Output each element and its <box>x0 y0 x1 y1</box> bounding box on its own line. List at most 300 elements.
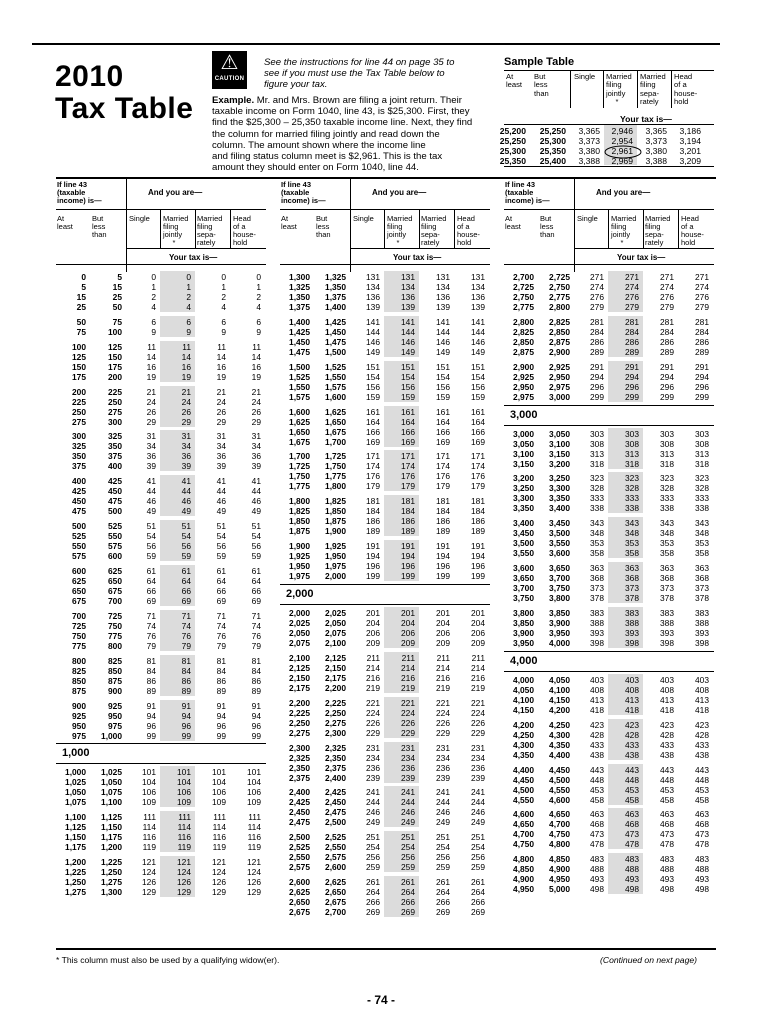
table-cell: 36 <box>181 451 191 462</box>
table-cell: 129 <box>212 887 226 898</box>
table-cell: 61 <box>181 565 191 576</box>
table-cell: 161 <box>401 406 415 417</box>
table-cell: 1,000 <box>101 730 122 741</box>
table-cell: 4,250 <box>513 729 534 740</box>
table-cell: 775 <box>108 630 122 641</box>
header-divider <box>56 209 266 210</box>
sample-cell: 25,250 <box>539 126 566 136</box>
table-cell: 1,975 <box>289 571 310 582</box>
table-cell: 234 <box>436 752 450 763</box>
table-cell: 231 <box>366 742 380 753</box>
table-cell: 264 <box>436 887 450 898</box>
table-cell: 114 <box>247 822 261 833</box>
table-cell: 363 <box>660 563 674 574</box>
table-cell: 1,075 <box>101 787 122 798</box>
table-cell: 9 <box>186 326 191 337</box>
table-cell: 358 <box>590 548 604 559</box>
table-cell: 121 <box>177 857 191 868</box>
table-cell: 146 <box>401 336 415 347</box>
table-cell: 56 <box>216 541 226 552</box>
table-cell: 448 <box>590 774 604 785</box>
table-cell: 3,600 <box>549 548 570 559</box>
table-cell: 66 <box>216 585 226 596</box>
table-cell: 400 <box>72 476 86 487</box>
table-cell: 234 <box>471 752 485 763</box>
table-cell: 111 <box>248 812 261 823</box>
table-cell: 79 <box>181 640 191 651</box>
if-line-header: If line 43 <box>505 180 536 189</box>
table-cell: 24 <box>146 396 156 407</box>
table-cell: 900 <box>108 685 122 696</box>
sample-cell: 25,250 <box>499 136 526 146</box>
table-cell: 176 <box>436 471 450 482</box>
sample-header-text: least <box>506 80 523 90</box>
head-of-household-header: of a <box>233 222 246 231</box>
table-cell: 2,000 <box>289 607 310 618</box>
table-cell: 36 <box>251 451 261 462</box>
table-cell: 1,225 <box>65 867 86 878</box>
table-cell: 2,425 <box>325 787 346 798</box>
table-cell: 129 <box>247 887 261 898</box>
table-cell: 338 <box>660 503 674 514</box>
table-cell: 1,700 <box>289 451 310 462</box>
table-cell: 338 <box>625 503 639 514</box>
table-cell: 44 <box>146 486 156 497</box>
table-cell: 2,875 <box>513 346 534 357</box>
table-cell: 1,325 <box>325 272 346 282</box>
table-cell: 241 <box>436 787 450 798</box>
table-cell: 161 <box>436 406 450 417</box>
table-cell: 4,100 <box>513 694 534 705</box>
table-cell: 14 <box>216 351 226 362</box>
table-cell: 3,950 <box>513 637 534 648</box>
table-cell: 2,625 <box>289 887 310 898</box>
table-cell: 239 <box>471 772 485 783</box>
table-cell: 221 <box>401 697 415 708</box>
table-cell: 244 <box>436 797 450 808</box>
table-cell: 151 <box>471 361 485 372</box>
table-cell: 96 <box>216 720 226 731</box>
table-cell: 6 <box>221 316 226 327</box>
table-cell: 16 <box>251 361 261 372</box>
table-cell: 79 <box>146 640 156 651</box>
table-cell: 318 <box>695 458 709 469</box>
table-cell: 3,500 <box>513 538 534 549</box>
table-cell: 159 <box>401 391 415 402</box>
table-cell: 4,500 <box>513 784 534 795</box>
table-cell: 121 <box>247 857 261 868</box>
table-cell: 433 <box>695 739 709 750</box>
table-cell: 300 <box>108 416 122 427</box>
table-cell: 249 <box>366 817 380 828</box>
example-lead: Example. <box>212 95 255 106</box>
married-jointly-header: * <box>396 238 400 247</box>
married-jointly-header: jointly <box>163 230 183 239</box>
table-cell: 1,875 <box>325 516 346 527</box>
your-tax-header: Your tax is— <box>617 253 666 262</box>
table-cell: 206 <box>471 627 485 638</box>
table-cell: 1,450 <box>289 336 310 347</box>
table-cell: 2,375 <box>325 762 346 773</box>
table-cell: 1 <box>256 282 261 292</box>
table-cell: 463 <box>590 809 604 820</box>
table-cell: 99 <box>251 730 261 741</box>
table-cell: 216 <box>471 672 485 683</box>
table-cell: 54 <box>251 531 261 542</box>
table-cell: 196 <box>471 561 485 572</box>
table-cell: 413 <box>625 694 639 705</box>
table-cell: 448 <box>625 774 639 785</box>
table-cell: 71 <box>146 610 156 621</box>
table-cell: 483 <box>590 854 604 865</box>
table-cell: 5,000 <box>549 884 570 895</box>
table-cell: 303 <box>625 428 639 439</box>
table-cell: 343 <box>590 518 604 529</box>
if-line-header: income) is— <box>505 196 550 205</box>
married-separately-header: sepa- <box>421 230 440 239</box>
table-cell: 266 <box>366 897 380 908</box>
table-cell: 156 <box>366 381 380 392</box>
table-cell: 3,200 <box>549 458 570 469</box>
table-cell: 850 <box>108 665 122 676</box>
table-cell: 425 <box>108 476 122 487</box>
table-cell: 29 <box>251 416 261 427</box>
table-cell: 166 <box>401 426 415 437</box>
table-cell: 1,575 <box>325 381 346 392</box>
instruction-line: see if you must use the Tax Table below to <box>264 68 445 79</box>
table-cell: 184 <box>436 506 450 517</box>
table-cell: 154 <box>436 371 450 382</box>
table-cell: 1,150 <box>101 822 122 833</box>
table-cell: 3,550 <box>549 538 570 549</box>
table-cell: 750 <box>72 630 86 641</box>
table-cell: 19 <box>216 371 226 382</box>
table-cell: 525 <box>108 521 122 532</box>
table-cell: 94 <box>216 710 226 721</box>
table-cell: 1,550 <box>325 371 346 382</box>
table-cell: 3,100 <box>513 448 534 459</box>
table-cell: 1,475 <box>289 346 310 357</box>
table-cell: 159 <box>471 391 485 402</box>
table-cell: 525 <box>72 531 86 542</box>
table-cell: 51 <box>216 521 226 532</box>
table-cell: 453 <box>590 784 604 795</box>
table-cell: 89 <box>251 685 261 696</box>
table-cell: 675 <box>108 585 122 596</box>
table-cell: 493 <box>660 874 674 885</box>
table-cell: 274 <box>660 282 674 292</box>
table-cell: 2 <box>186 292 191 302</box>
table-cell: 41 <box>216 476 226 487</box>
table-cell: 256 <box>366 852 380 863</box>
table-cell: 1,325 <box>289 282 310 292</box>
table-cell: 181 <box>436 496 450 507</box>
table-cell: 800 <box>72 655 86 666</box>
table-cell: 216 <box>366 672 380 683</box>
table-cell: 2,225 <box>289 707 310 718</box>
table-cell: 26 <box>146 406 156 417</box>
table-cell: 2,675 <box>325 897 346 908</box>
table-cell: 2,350 <box>289 762 310 773</box>
sample-cell: 2,946 <box>611 126 633 136</box>
table-cell: 4 <box>151 302 156 312</box>
table-cell: 2,175 <box>325 672 346 683</box>
table-cell: 2,250 <box>289 717 310 728</box>
at-least-header: At <box>505 214 513 223</box>
married-separately-header: Married <box>421 214 447 223</box>
head-of-household-header: of a <box>457 222 470 231</box>
table-cell: 4,450 <box>549 764 570 775</box>
table-cell: 246 <box>436 807 450 818</box>
table-cell: 99 <box>216 730 226 741</box>
table-cell: 209 <box>471 637 485 648</box>
table-cell: 6 <box>186 316 191 327</box>
table-cell: 450 <box>72 496 86 507</box>
table-cell: 276 <box>590 292 604 302</box>
table-cell: 225 <box>72 396 86 407</box>
table-cell: 125 <box>108 341 122 352</box>
table-cell: 443 <box>625 764 639 775</box>
table-cell: 378 <box>590 593 604 604</box>
table-cell: 186 <box>436 516 450 527</box>
table-cell: 2,525 <box>325 832 346 843</box>
table-cell: 4,050 <box>513 684 534 695</box>
table-cell: 51 <box>146 521 156 532</box>
table-cell: 224 <box>471 707 485 718</box>
table-cell: 2,650 <box>325 887 346 898</box>
table-cell: 2,050 <box>289 627 310 638</box>
table-cell: 106 <box>142 787 156 798</box>
table-cell: 226 <box>366 717 380 728</box>
header-bottom-rule <box>280 264 490 265</box>
table-cell: 251 <box>436 832 450 843</box>
section-rule <box>56 763 266 764</box>
but-less-header: But <box>316 214 328 223</box>
table-cell: 154 <box>366 371 380 382</box>
table-cell: 169 <box>366 436 380 447</box>
table-cell: 1,550 <box>289 381 310 392</box>
table-cell: 418 <box>590 704 604 715</box>
table-cell: 231 <box>436 742 450 753</box>
table-cell: 1,600 <box>325 391 346 402</box>
table-cell: 438 <box>695 749 709 760</box>
table-cell: 44 <box>251 486 261 497</box>
table-cell: 124 <box>142 867 156 878</box>
table-cell: 129 <box>177 887 191 898</box>
table-cell: 463 <box>695 809 709 820</box>
table-cell: 0 <box>256 272 261 282</box>
table-cell: 244 <box>401 797 415 808</box>
sample-cell: 3,373 <box>645 136 667 146</box>
table-cell: 1,650 <box>325 416 346 427</box>
table-cell: 1,975 <box>325 561 346 572</box>
table-cell: 2,275 <box>325 717 346 728</box>
your-tax-header: Your tax is— <box>393 253 442 262</box>
table-cell: 650 <box>72 585 86 596</box>
table-cell: 2,075 <box>289 637 310 648</box>
table-cell: 3,200 <box>513 473 534 484</box>
table-cell: 11 <box>182 341 191 352</box>
table-cell: 4,550 <box>549 784 570 795</box>
table-cell: 64 <box>146 575 156 586</box>
table-cell: 191 <box>366 541 380 552</box>
table-cell: 229 <box>366 727 380 738</box>
table-cell: 71 <box>181 610 191 621</box>
table-cell: 4,800 <box>549 839 570 850</box>
table-cell: 136 <box>436 292 450 302</box>
table-cell: 378 <box>695 593 709 604</box>
table-cell: 438 <box>625 749 639 760</box>
married-separately-header: rately <box>421 238 440 247</box>
table-cell: 41 <box>181 476 191 487</box>
table-cell: 49 <box>216 506 226 517</box>
table-cell: 4,950 <box>549 874 570 885</box>
table-cell: 254 <box>366 842 380 853</box>
table-cell: 41 <box>251 476 261 487</box>
table-cell: 196 <box>436 561 450 572</box>
table-cell: 291 <box>660 361 674 372</box>
table-cell: 184 <box>401 506 415 517</box>
table-cell: 284 <box>625 326 639 337</box>
sample-cell: 2,961 <box>611 146 633 156</box>
table-cell: 600 <box>108 551 122 562</box>
table-cell: 66 <box>251 585 261 596</box>
table-cell: 478 <box>590 839 604 850</box>
table-cell: 19 <box>146 371 156 382</box>
table-cell: 219 <box>436 682 450 693</box>
table-cell: 4,550 <box>513 794 534 805</box>
at-least-header: least <box>505 222 521 231</box>
example-paragraph <box>212 95 482 173</box>
table-cell: 428 <box>590 729 604 740</box>
footnote: * This column must also be used by a qualifying widow(er). <box>56 955 280 965</box>
table-cell: 463 <box>660 809 674 820</box>
table-cell: 29 <box>146 416 156 427</box>
table-cell: 199 <box>471 571 485 582</box>
table-cell: 31 <box>216 431 226 442</box>
table-cell: 179 <box>401 481 415 492</box>
sample-cell: 3,365 <box>578 126 600 136</box>
married-separately-header: Married <box>197 214 223 223</box>
table-cell: 423 <box>590 719 604 730</box>
table-cell: 224 <box>401 707 415 718</box>
section-rule <box>504 651 714 652</box>
table-cell: 3,150 <box>549 448 570 459</box>
table-cell: 281 <box>590 316 604 327</box>
table-cell: 1,350 <box>289 292 310 302</box>
table-cell: 21 <box>216 386 226 397</box>
married-jointly-header: filing <box>387 222 403 231</box>
table-cell: 256 <box>436 852 450 863</box>
if-line-header: (taxable <box>57 188 86 197</box>
married-separately-header: Married <box>645 214 671 223</box>
table-cell: 104 <box>247 777 261 788</box>
table-cell: 425 <box>72 486 86 497</box>
section-rule <box>280 604 490 605</box>
table-cell: 468 <box>695 819 709 830</box>
table-cell: 131 <box>471 272 485 282</box>
table-cell: 478 <box>625 839 639 850</box>
but-less-header: than <box>92 230 107 239</box>
and-you-are-header: And you are— <box>372 188 427 197</box>
table-cell: 388 <box>695 617 709 628</box>
header-divider <box>350 248 490 249</box>
table-cell: 388 <box>590 617 604 628</box>
table-cell: 266 <box>471 897 485 908</box>
table-cell: 189 <box>436 526 450 537</box>
table-cell: 244 <box>471 797 485 808</box>
table-cell: 266 <box>401 897 415 908</box>
if-line-header: If line 43 <box>281 180 312 189</box>
table-cell: 4,000 <box>549 637 570 648</box>
table-cell: 139 <box>366 302 380 312</box>
table-cell: 313 <box>695 448 709 459</box>
table-cell: 36 <box>216 451 226 462</box>
section-rule <box>504 671 714 672</box>
table-cell: 15 <box>112 282 122 292</box>
table-cell: 1,900 <box>289 541 310 552</box>
table-cell: 343 <box>625 518 639 529</box>
table-cell: 15 <box>76 292 86 302</box>
table-cell: 303 <box>695 428 709 439</box>
sample-header-text: of a <box>674 80 687 90</box>
table-cell: 443 <box>695 764 709 775</box>
table-cell: 925 <box>72 710 86 721</box>
table-cell: 289 <box>695 346 709 357</box>
example-line: the column for married filing jointly and read down the <box>212 128 440 140</box>
table-cell: 221 <box>436 697 450 708</box>
sample-header-text: Married <box>606 72 632 81</box>
table-cell: 16 <box>181 361 191 372</box>
table-cell: 475 <box>108 496 122 507</box>
header-col-divider <box>454 210 455 248</box>
sample-cell: 25,300 <box>539 136 566 146</box>
table-cell: 186 <box>366 516 380 527</box>
top-rule <box>32 43 720 45</box>
table-cell: 403 <box>660 674 674 685</box>
table-cell: 59 <box>181 551 191 562</box>
table-cell: 1,050 <box>65 787 86 798</box>
table-cell: 1,250 <box>65 877 86 888</box>
table-cell: 2 <box>221 292 226 302</box>
table-cell: 1,725 <box>325 451 346 462</box>
table-cell: 1,175 <box>101 832 122 843</box>
table-cell: 136 <box>471 292 485 302</box>
table-cell: 224 <box>366 707 380 718</box>
table-cell: 104 <box>177 777 191 788</box>
table-cell: 4,350 <box>513 749 534 760</box>
table-cell: 86 <box>181 675 191 686</box>
table-cell: 86 <box>146 675 156 686</box>
table-cell: 1,800 <box>289 496 310 507</box>
sample-cell: 3,194 <box>679 136 701 146</box>
table-cell: 71 <box>251 610 261 621</box>
table-cell: 181 <box>471 496 485 507</box>
single-header: Single <box>577 214 598 223</box>
table-cell: 184 <box>471 506 485 517</box>
table-cell: 114 <box>177 822 191 833</box>
table-cell: 3,650 <box>549 563 570 574</box>
table-cell: 11 <box>217 341 226 352</box>
table-cell: 131 <box>436 272 450 282</box>
table-cell: 3,850 <box>549 607 570 618</box>
table-cell: 31 <box>181 431 191 442</box>
table-cell: 116 <box>177 832 191 843</box>
table-cell: 675 <box>72 595 86 606</box>
table-cell: 201 <box>436 607 450 618</box>
table-cell: 151 <box>401 361 415 372</box>
table-cell: 276 <box>625 292 639 302</box>
